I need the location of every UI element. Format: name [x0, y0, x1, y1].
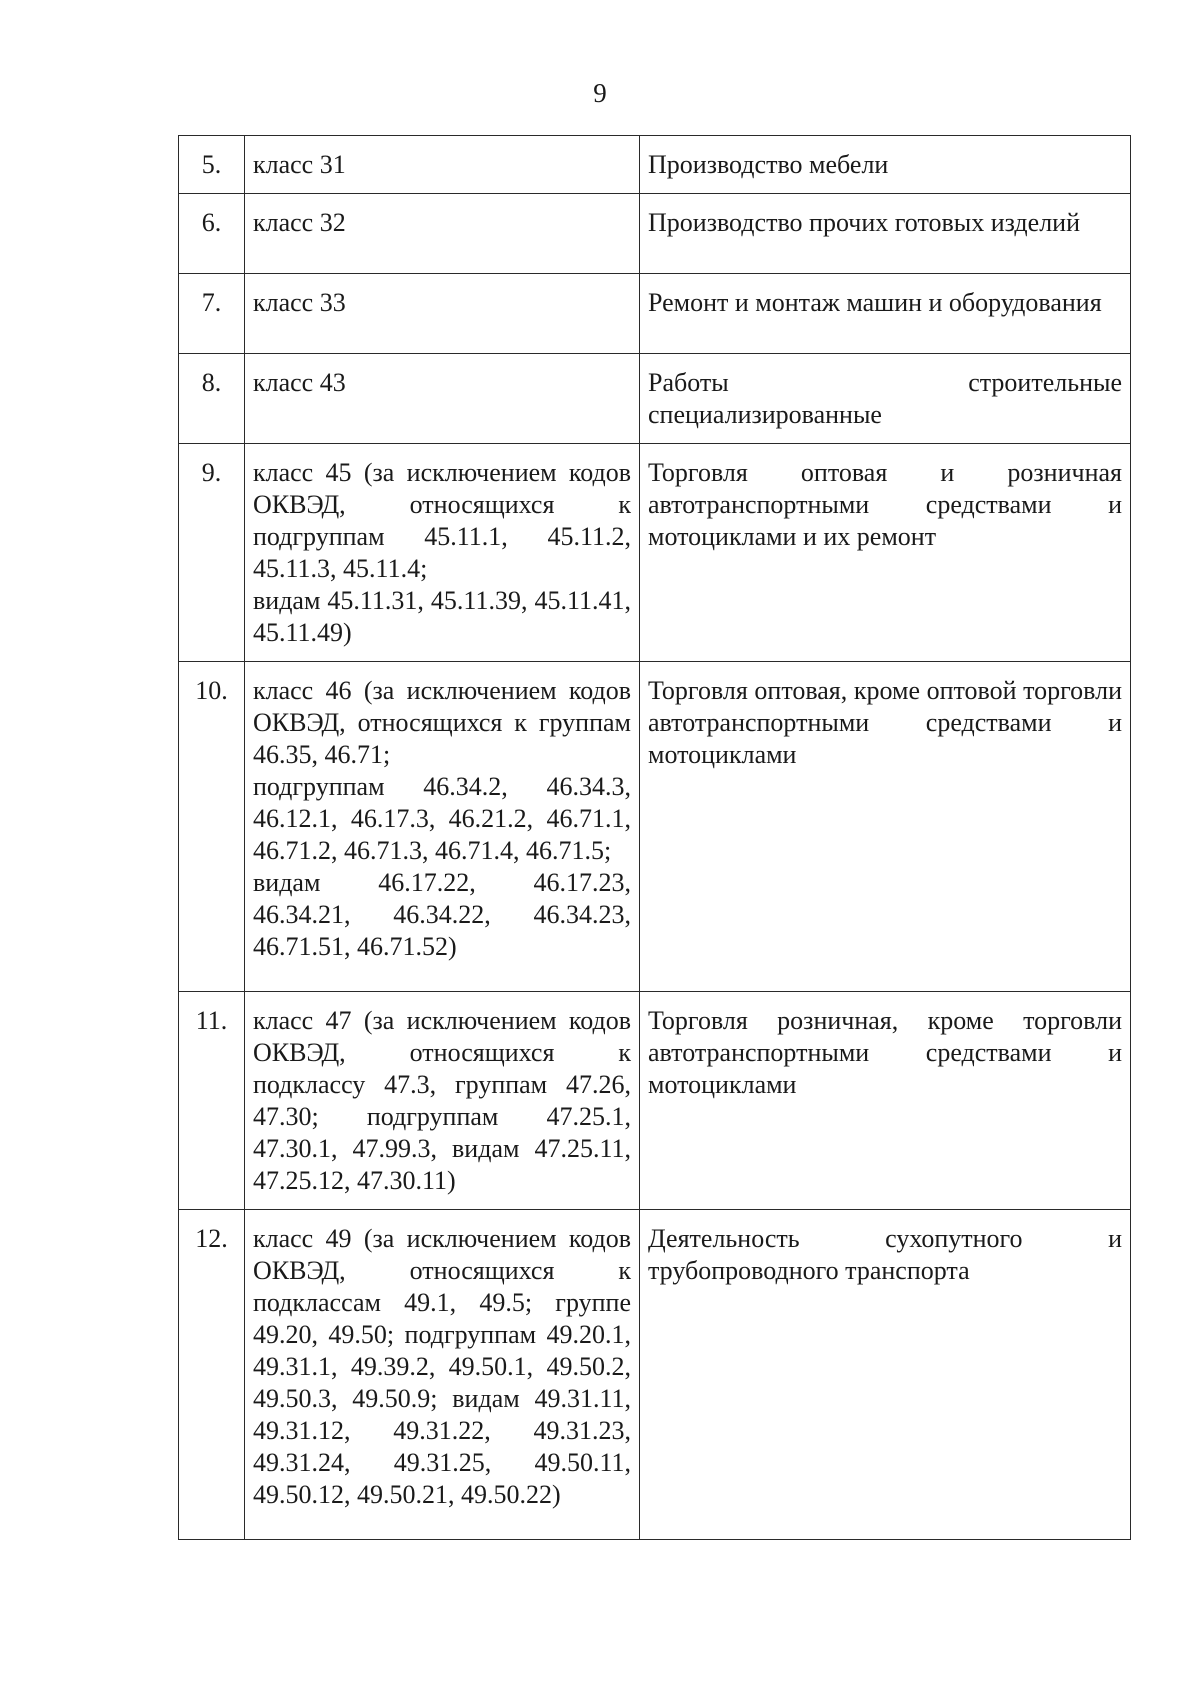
row-number: 5. [179, 136, 245, 194]
row-number: 12. [179, 1210, 245, 1540]
row-number: 11. [179, 992, 245, 1210]
okved-code: класс 46 (за исключением кодов ОКВЭД, относящихся к группам 46.35, 46.71; подгруппам 46.34.2, 46.34.3, 46.12.1, 46.17.3, 46.21.2, 46.71.1, 46.71.2, 46.71.3, 46.71.4, 46.71.5; видам 46.17.22, 46.17.23, 46.34.21, 46.34.22, 46.34.23, 46.71.51, 46.71.52) [245, 662, 640, 992]
activity-name: Работы строительные специализированные [640, 354, 1131, 444]
table-row [179, 662, 1131, 992]
row-number: 7. [179, 274, 245, 354]
okved-code: класс 47 (за исключением кодов ОКВЭД, относящихся к подклассу 47.3, группам 47.26, 47.30; подгруппам 47.25.1, 47.30.1, 47.99.3, видам 47.25.11, 47.25.12, 47.30.11) [245, 992, 640, 1210]
activity-name: Производство мебели [640, 136, 1131, 194]
okved-code: класс 45 (за исключением кодов ОКВЭД, относящихся к подгруппам 45.11.1, 45.11.2, 45.11.3, 45.11.4; видам 45.11.31, 45.11.39, 45.11.41, 45.11.49) [245, 444, 640, 662]
page-number: 9 [593, 78, 607, 108]
activity-name: Торговля розничная, кроме торговли автотранспортными средствами и мотоциклами [640, 992, 1131, 1210]
row-number: 10. [179, 662, 245, 992]
activity-name: Производство прочих готовых изделий [640, 194, 1131, 274]
table-row [179, 194, 1131, 274]
okved-code: класс 49 (за исключением кодов ОКВЭД, относящихся к подклассам 49.1, 49.5; группе 49.20, 49.50; подгруппам 49.20.1, 49.31.1, 49.39.2, 49.50.1, 49.50.2, 49.50.3, 49.50.9; видам 49.31.11, 49.31.12, 49.31.22, 49.31.23, 49.31.24, 49.31.25, 49.50.11, 49.50.12, 49.50.21, 49.50.22) [245, 1210, 640, 1540]
activity-name: Торговля оптовая, кроме оптовой торговли автотранспортными средствами и мотоциклами [640, 662, 1131, 992]
table-row [179, 354, 1131, 444]
okved-code: класс 31 [245, 136, 640, 194]
okved-code: класс 43 [245, 354, 640, 444]
row-number: 6. [179, 194, 245, 274]
table-row [179, 136, 1131, 194]
okved-code: класс 33 [245, 274, 640, 354]
table-row [179, 1210, 1131, 1540]
table-row [179, 992, 1131, 1210]
table-row [179, 274, 1131, 354]
table-row [179, 444, 1131, 662]
activity-name: Деятельность сухопутного и трубопроводного транспорта [640, 1210, 1131, 1540]
okved-table [178, 135, 1131, 1540]
activity-name: Торговля оптовая и розничная автотранспортными средствами и мотоциклами и их ремонт [640, 444, 1131, 662]
activity-name: Ремонт и монтаж машин и оборудования [640, 274, 1131, 354]
row-number: 9. [179, 444, 245, 662]
row-number: 8. [179, 354, 245, 444]
okved-code: класс 32 [245, 194, 640, 274]
